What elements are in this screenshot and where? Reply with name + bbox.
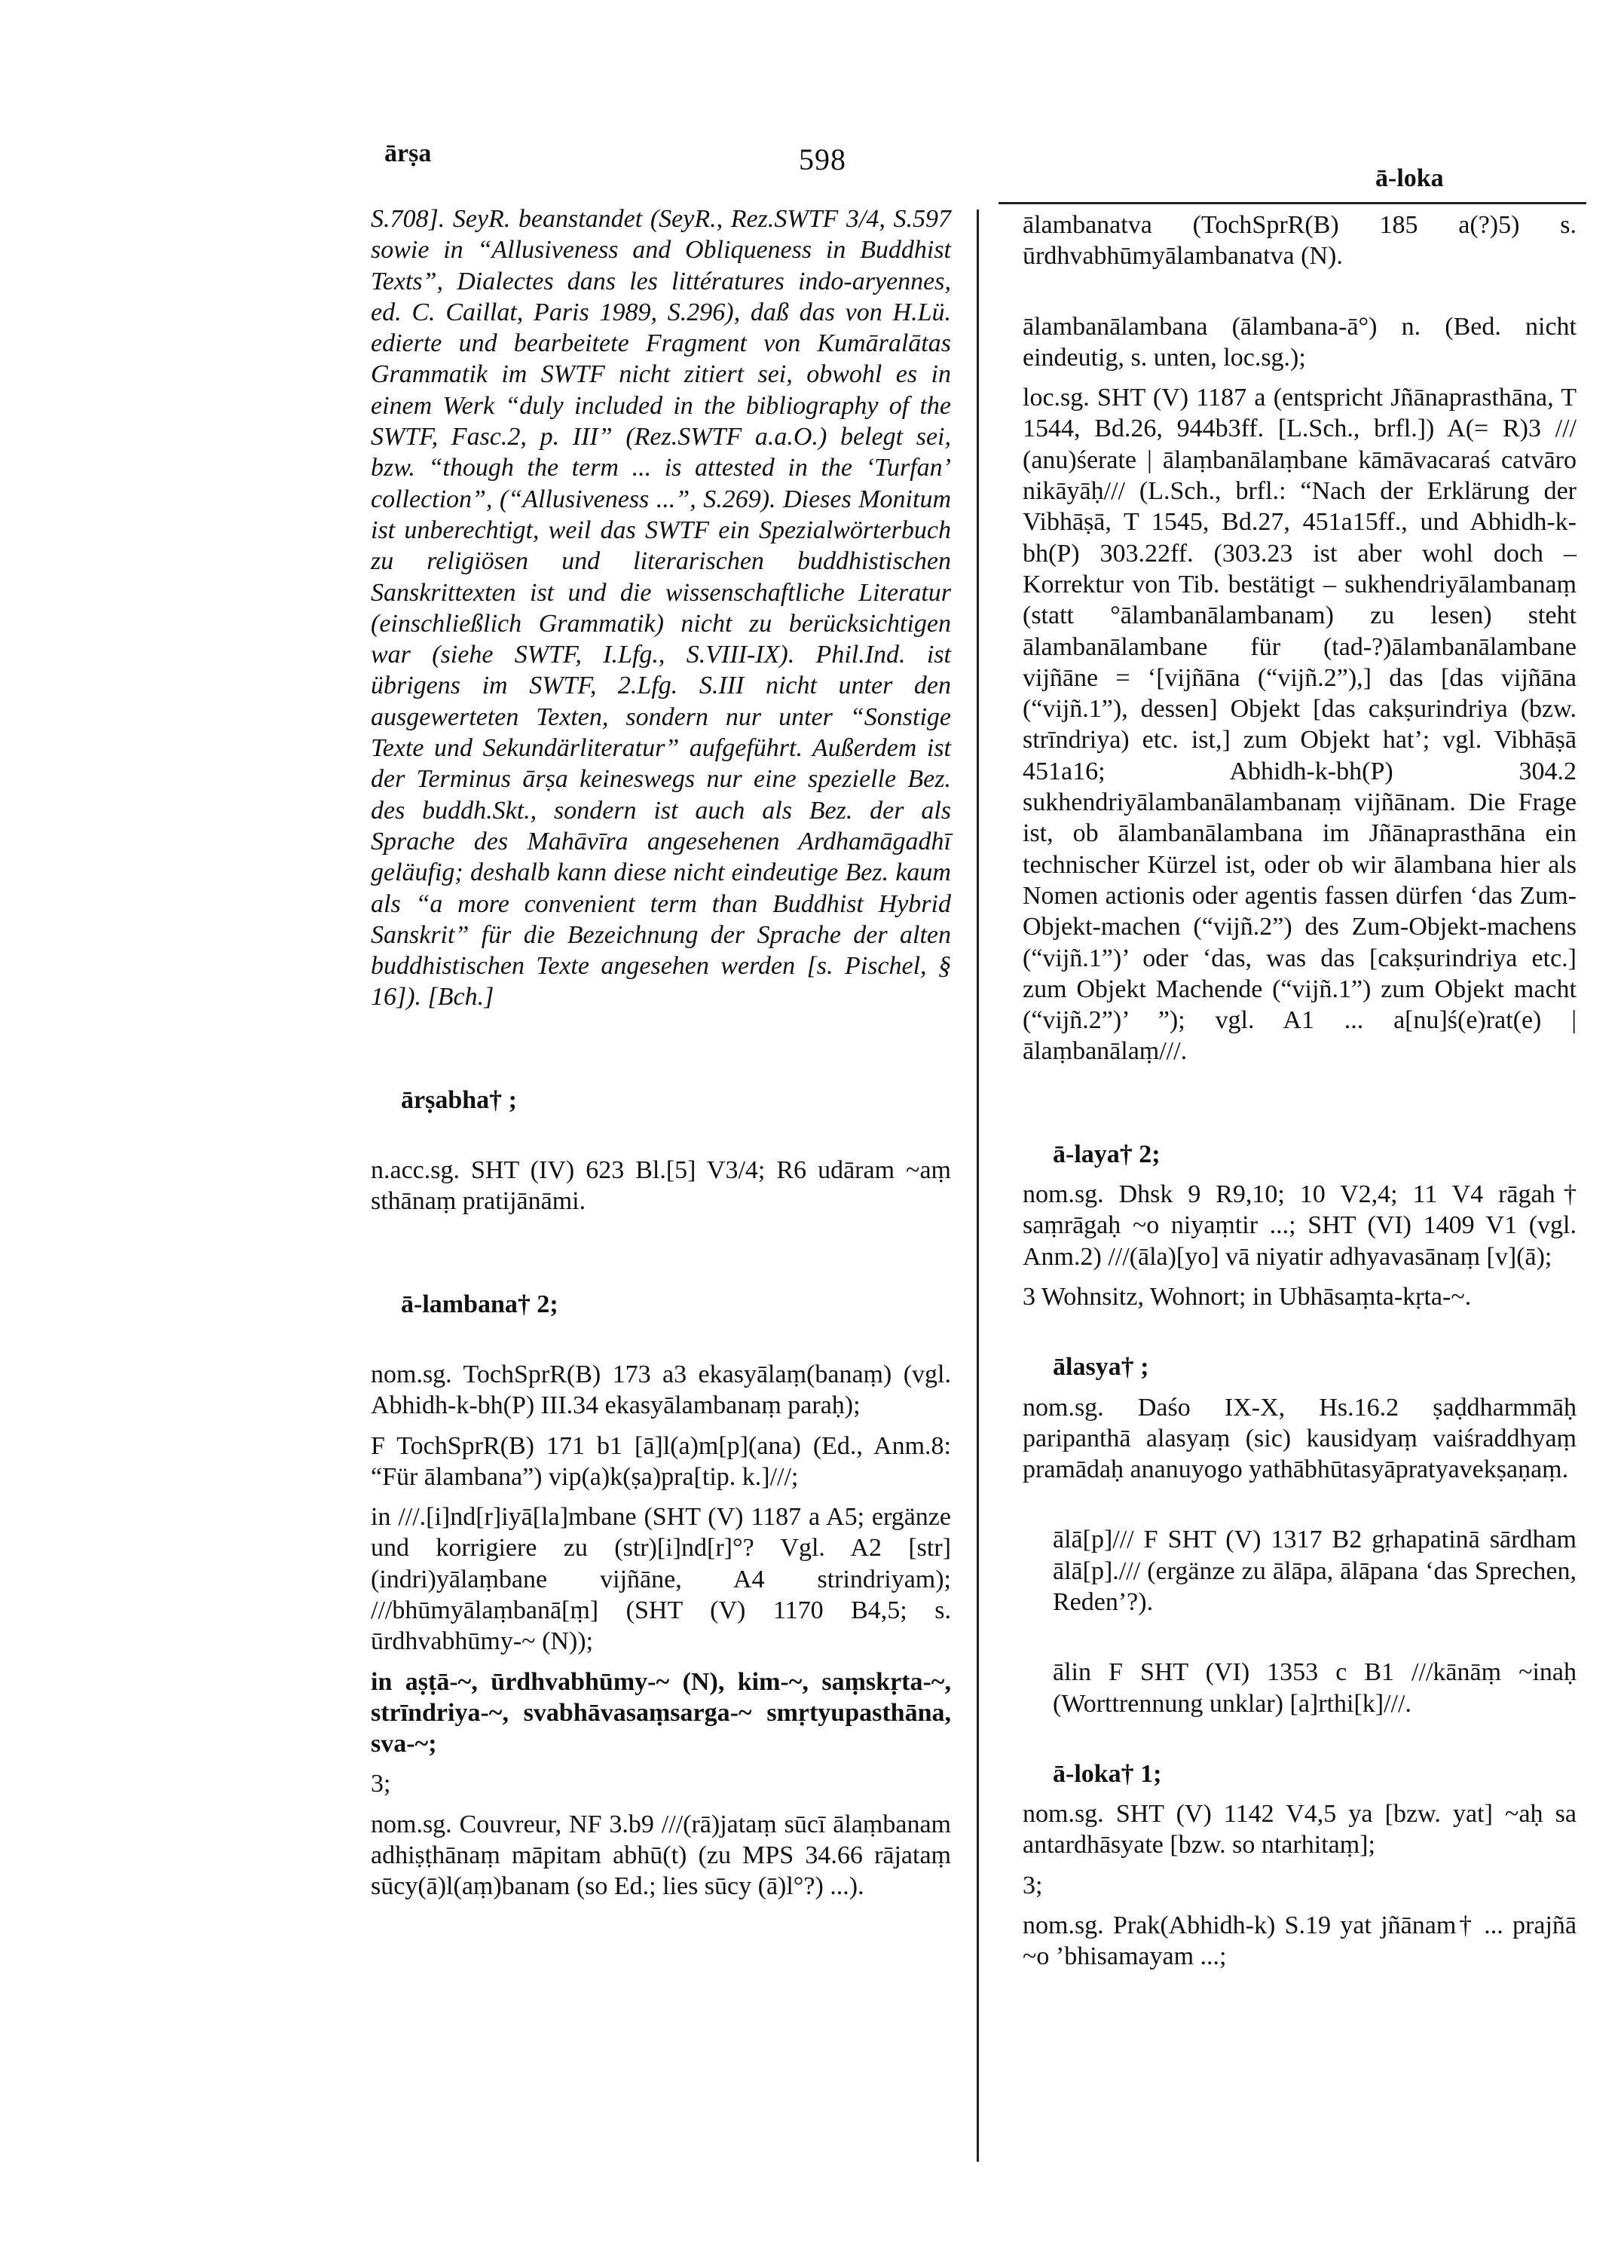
running-head-right: ā-loka bbox=[1375, 164, 1444, 192]
page-number: 598 bbox=[799, 142, 846, 176]
right-column bbox=[1023, 210, 1577, 1973]
entry-text: F TochSprR(B) 171 b1 [ā]l(a)m[p](ana) (Ed., Anm.8: “Für ālambana”) vip(a)k(ṣa)pra[tip. k.]///; bbox=[371, 1431, 951, 1491]
entry-text: in ///.[i]nd[r]iyā[la]mbane (SHT (V) 1187 a A5; ergänze und korrigiere zu (str)[i]nd[r]°? Vgl. A2 [str](indri)yālaṃbane vijñāne, A4 strindriyam); ///bhūmyālaṃbanā[ṃ] (SHT (V) 1170 B4,5; s. ūrdhvabhūmy-~ (N)); bbox=[371, 1503, 951, 1656]
headword: ālasya† ; bbox=[1053, 1353, 1149, 1382]
entry-text: n.acc.sg. SHT (IV) 623 Bl.[5] V3/4; R6 udāram ~aṃ sthānaṃ pratijānāmi. bbox=[371, 1156, 951, 1216]
entry-text: S.708]. SeyR. beanstandet (SeyR., Rez.SWTF 3/4, S.597 sowie in “Allusiveness and Obliqueness in Buddhist Texts”, Dialectes dans les littératures indo-aryennes, ed. C. Caillat, Paris 1989, S.296), daß das von H.Lü. edierte und bearbeitete Fragment von Kumāralātas Grammatik im SWTF nicht zitiert sei, obwohl es in einem Werk “duly included in the bibliography of the SWTF, Fasc.2, p. III” (Rez.SWTF a.a.O.) belegt sei, bzw. “though the term ... is attested in the ‘Turfan’ collection”, (“Allusiveness ...”, S.269). Dieses Monitum ist unberechtigt, weil das SWTF ein Spezialwörterbuch zu religiösen und literarischen buddhistischen Sanskrittexten ist und die wissenschaftliche Literatur (einschließlich Grammatik) nicht zu berücksichtigen war (siehe SWTF, I.Lfg., S.VIII-IX). Phil.Ind. ist übrigens im SWTF, 2.Lfg. S.III nicht unter den ausgewerteten Texten, sondern nur unter “Sonstige Texte und Sekundärliteratur” aufgeführt. Außerdem ist der Terminus ārṣa keineswegs nur eine spezielle Bez. des buddh.Skt., sondern ist auch als Bez. der als Sprache des Mahāvīra angesehenen Ardhamāgadhī geläufig; deshalb kann diese nicht eindeutige Bez. kaum als “a more convenient term than Buddhist Hybrid Sanskrit” für die Bezeichnung der Sprache der alten buddhistischen Texte angesehen werden [s. Pischel, § 16]). [Bch.] bbox=[371, 205, 951, 1012]
entry-text: nom.sg. Daśo IX-X, Hs.16.2 ṣaḍdharmmāḥ paripanthā alasyaṃ (sic) kausidyaṃ vaiśraddhyaṃ pramādaḥ ananuyogo yathābhūtasyāpratyavekṣaṇaṃ. bbox=[1023, 1393, 1577, 1484]
column-divider bbox=[977, 210, 979, 2162]
entry-text: ālambanālambana (ālambana-ā°) n. (Bed. nicht eindeutig, s. unten, loc.sg.); bbox=[1023, 312, 1577, 372]
left-column bbox=[371, 204, 951, 1902]
entry-text: ālā[p]/// F SHT (V) 1317 B2 gṛhapatinā sārdham ālā[p]./// (ergänze zu ālāpa, ālāpana ‘das Sprechen, Reden’?). bbox=[1053, 1526, 1577, 1616]
entry-text: 3 Wohnsitz, Wohnort; in Ubhāsaṃta-kṛta-~. bbox=[1023, 1282, 1472, 1311]
entry-text: nom.sg. TochSprR(B) 173 a3 ekasyālaṃ(banaṃ) (vgl. Abhidh-k-bh(P) III.34 ekasyālambanaṃ paraḥ); bbox=[371, 1360, 951, 1420]
entry-text: nom.sg. SHT (V) 1142 V4,5 ya [bzw. yat] ~aḥ sa antardhāsyate [bzw. so ntarhitaṃ]; bbox=[1023, 1800, 1577, 1859]
entry-text: ālambanatva (TochSprR(B) 185 a(?)5) s. ūrdhvabhūmyālambanatva (N). bbox=[1023, 211, 1577, 271]
entry-text: nom.sg. Couvreur, NF 3.b9 ///(rā)jataṃ sūcī ālaṃbanam adhiṣṭhānaṃ māpitam abhū(t) (zu MPS 34.66 rājataṃ sūcy(ā)l(aṃ)banam (so Ed.; lies sūcy (ā)l°?) ...). bbox=[371, 1810, 951, 1901]
running-head-left: ārṣa bbox=[384, 139, 432, 167]
headword: ā-loka† 1; bbox=[1053, 1759, 1162, 1788]
sense-number: 3; bbox=[371, 1770, 391, 1798]
headword: ā-lambana† 2; bbox=[401, 1290, 558, 1318]
entry-text: nom.sg. Prak(Abhidh-k) S.19 yat jñānam† ... prajñā ~o ’bhisamayam ...; bbox=[1023, 1911, 1577, 1971]
sense-number: 3; bbox=[1023, 1871, 1043, 1899]
entry-text: ālin F SHT (VI) 1353 c B1 ///kānāṃ ~inaḥ (Worttrennung unklar) [a]rthi[k]///. bbox=[1053, 1658, 1577, 1718]
headword: ā-laya† 2; bbox=[1053, 1140, 1161, 1168]
entry-text: nom.sg. Dhsk 9 R9,10; 10 V2,4; 11 V4 rāgah† saṃrāgaḥ ~o niyaṃtir ...; SHT (VI) 1409 V1 (vgl. Anm.2) ///(āla)[yo] vā niyatir adhyavasānaṃ [v](ā); bbox=[1023, 1180, 1577, 1271]
entry-text: in aṣṭā-~, ūrdhvabhūmy-~ (N), kim-~, saṃskṛta-~, strīndriya-~, svabhāvasaṃsarga-~ smṛtyupasthāna, sva-~; bbox=[371, 1667, 951, 1758]
headword: ārṣabha† ; bbox=[401, 1085, 517, 1114]
header-rule bbox=[999, 202, 1586, 204]
entry-text: loc.sg. SHT (V) 1187 a (entspricht Jñānaprasthāna, T 1544, Bd.26, 944b3ff. [L.Sch., brfl.]) A(= R)3 /// (anu)śerate | ālaṃbanālaṃbane kāmāvacaraś catvāro nikāyāḥ/// (L.Sch., brfl.: “Nach der Erklärung der Vibhāṣā, T 1545, Bd.27, 451a15ff., und Abhidh-k-bh(P) 303.22ff. (303.23 ist aber wohl doch – Korrektur von Tib. bestätigt – sukhendriyālambanaṃ (statt °ālambanālambanam) zu lesen) steht ālambanālambane für (tad-?)ālambanālambane vijñāne = ‘[vijñāna (“vijñ.2”),] das [das vijñāna (“vijñ.1”), dessen] Objekt [das cakṣurindriya (bzw. strīndriya) etc. ist,] zum Objekt hat’; vgl. Vibhāṣā 451a16; Abhidh-k-bh(P) 304.2 sukhendriyālambanālambanaṃ vijñānam. Die Frage ist, ob ālambanālambana im Jñānaprasthāna ein technischer Kürzel ist, oder ob wir ālambana hier als Nomen actionis oder agentis fassen dürfen ‘das Zum-Objekt-machen (“vijñ.2”) des Zum-Objekt-machens (“vijñ.1”)’ oder ‘das, was das [cakṣurindriya etc.] zum Objekt Machende (“vijñ.1”) zum Objekt macht (“vijñ.2”)’ ”); vgl. A1 ... a[nu]ś(e)rat(e) | ālaṃbanālaṃ///. bbox=[1023, 384, 1577, 1066]
